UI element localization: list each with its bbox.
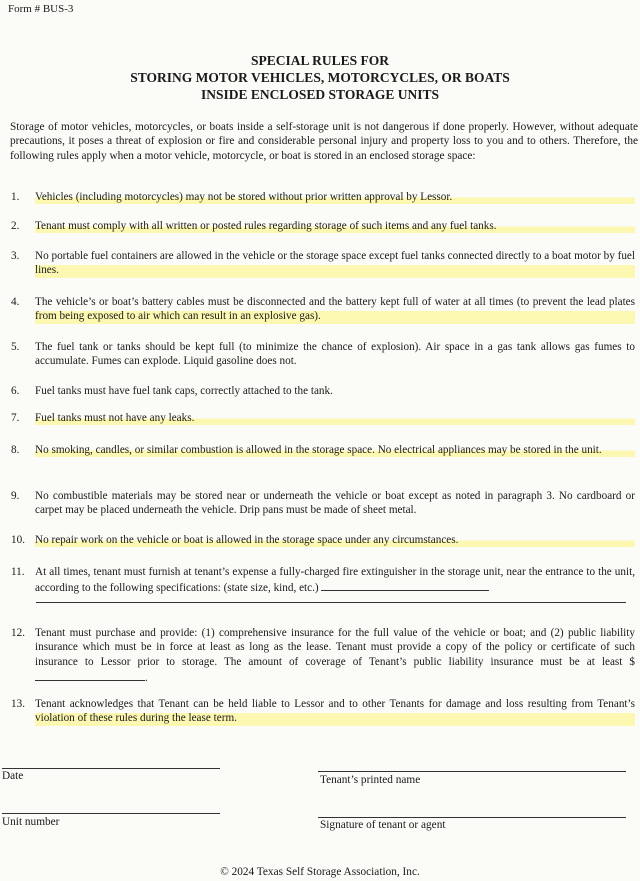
rule-text: No portable fuel containers are allowed in the vehicle or the storage space except fuel tanks connected directly to a boat motor by fuel lines. (35, 250, 635, 277)
rule-number: 1. (11, 191, 20, 203)
rule-number: 9. (11, 490, 20, 502)
document-title (0, 52, 640, 103)
signature-line[interactable] (318, 817, 626, 818)
rule-text: Fuel tanks must have fuel tank caps, correctly attached to the tank. (35, 385, 333, 397)
rule-text (35, 565, 635, 596)
unit-number-line[interactable] (2, 813, 220, 814)
rule-number: 10. (11, 534, 25, 546)
rule-number: 2. (11, 220, 20, 232)
intro-paragraph: Storage of motor vehicles, motorcycles, or boats inside a self-storage unit is not dangerous if done properly. However, without adequate precautions, it poses a threat of explosion or fire and considerable personal injury and property loss to you and to others. Therefore, the following rules apply when a motor vehicle, motorcycle, or boat is stored in an enclosed storage space: (10, 121, 638, 162)
rule-text: Tenant must comply with all written or posted rules regarding storage of such items and any fuel tanks. (35, 219, 635, 233)
unit-number-label: Unit number (2, 816, 60, 828)
rule-number: 7. (11, 412, 20, 424)
rule-number: 13. (11, 698, 25, 710)
rule-text: No combustible materials may be stored near or underneath the vehicle or boat except as noted in paragraph 3. No cardboard or carpet may be placed underneath the vehicle. Drip pans must be made of sheet metal. (35, 490, 635, 517)
rule-number: 11. (11, 566, 25, 578)
form-number: Form # BUS-3 (8, 3, 74, 15)
rule-text: No repair work on the vehicle or boat is allowed in the storage space under any circumstances. (35, 533, 635, 547)
rule-number: 5. (11, 341, 20, 353)
extinguisher-spec-line[interactable] (36, 602, 626, 603)
rule-text: The fuel tank or tanks should be kept full (to minimize the chance of explosion). Air space in a gas tank allows gas fumes to accumulate. Fumes can explode. Liquid gasoline does not. (35, 341, 635, 368)
rule-text (35, 626, 635, 686)
signature-label: Signature of tenant or agent (320, 819, 446, 831)
printed-name-line[interactable] (318, 771, 626, 772)
rule-text: Fuel tanks must not have any leaks. (35, 411, 635, 425)
rule-text: The vehicle’s or boat’s battery cables must be disconnected and the battery kept full of water at all times (to prevent the lead plates from being exposed to air which can result in an explosive gas). (35, 296, 635, 323)
insurance-amount-field[interactable] (35, 669, 145, 681)
rule-number: 12. (11, 627, 25, 639)
printed-name-label: Tenant’s printed name (320, 774, 421, 786)
extinguisher-spec-field[interactable] (321, 579, 489, 591)
rule-text: Tenant acknowledges that Tenant can be held liable to Lessor and to other Tenants for damage and loss resulting from Tenant’s violation of these rules during the lease term. (35, 698, 635, 725)
rule-number: 6. (11, 385, 20, 397)
rule-number: 4. (11, 296, 20, 308)
title-line-3: INSIDE ENCLOSED STORAGE UNITS (201, 87, 439, 102)
rule-text-body: At all times, tenant must furnish at tenant’s expense a fully-charged fire extinguisher in the storage unit, near the entrance to the unit, according to the following specifications: (state size, kind, etc.) (35, 566, 635, 595)
rule-number: 3. (11, 250, 20, 262)
rule-text: No smoking, candles, or similar combustion is allowed in the storage space. No electrical appliances may be stored in the unit. (35, 443, 635, 457)
date-label: Date (2, 770, 24, 782)
title-line-2: STORING MOTOR VEHICLES, MOTORCYCLES, OR BOATS (130, 70, 510, 85)
rule-text-suffix: . (145, 672, 148, 685)
date-line[interactable] (2, 768, 220, 769)
rule-text-body: Tenant must purchase and provide: (1) comprehensive insurance for the full value of the vehicle or boat; and (2) public liability insurance which must be in force at least as long as the lease. Tenant must provide a copy of the policy or certificate of such insurance to Lessor prior to storage. The amount of coverage of Tenant’s public liability insurance must be at least $ (35, 627, 635, 668)
title-line-1: SPECIAL RULES FOR (250, 53, 390, 68)
rule-number: 8. (11, 444, 20, 456)
copyright-footer: © 2024 Texas Self Storage Association, Inc. (220, 866, 420, 878)
rule-text: Vehicles (including motorcycles) may not be stored without prior written approval by Lessor. (35, 190, 635, 204)
